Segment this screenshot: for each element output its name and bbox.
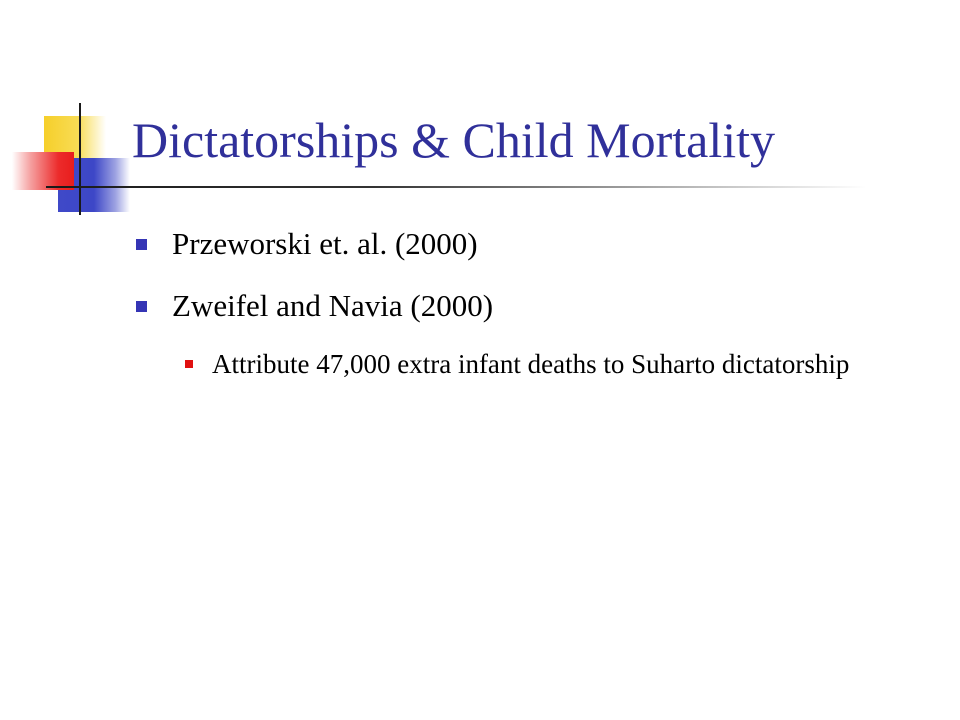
title-underline	[46, 186, 866, 188]
slide-title: Dictatorships & Child Mortality	[132, 112, 776, 168]
bullet-text: Przeworski et. al. (2000)	[172, 226, 478, 261]
bullet-item	[172, 286, 493, 326]
bullet-item	[172, 224, 478, 264]
decorative-vertical-line	[79, 103, 81, 215]
square-bullet-icon	[136, 301, 147, 312]
bullet-text: Zweifel and Navia (2000)	[172, 288, 494, 323]
square-bullet-icon	[136, 239, 147, 250]
sub-bullet-text: Attribute 47,000 extra infant deaths to Suharto dictatorship	[212, 349, 850, 379]
sub-bullet-item	[212, 346, 912, 382]
square-sub-bullet-icon	[185, 360, 193, 368]
decorative-red-square	[12, 152, 74, 190]
